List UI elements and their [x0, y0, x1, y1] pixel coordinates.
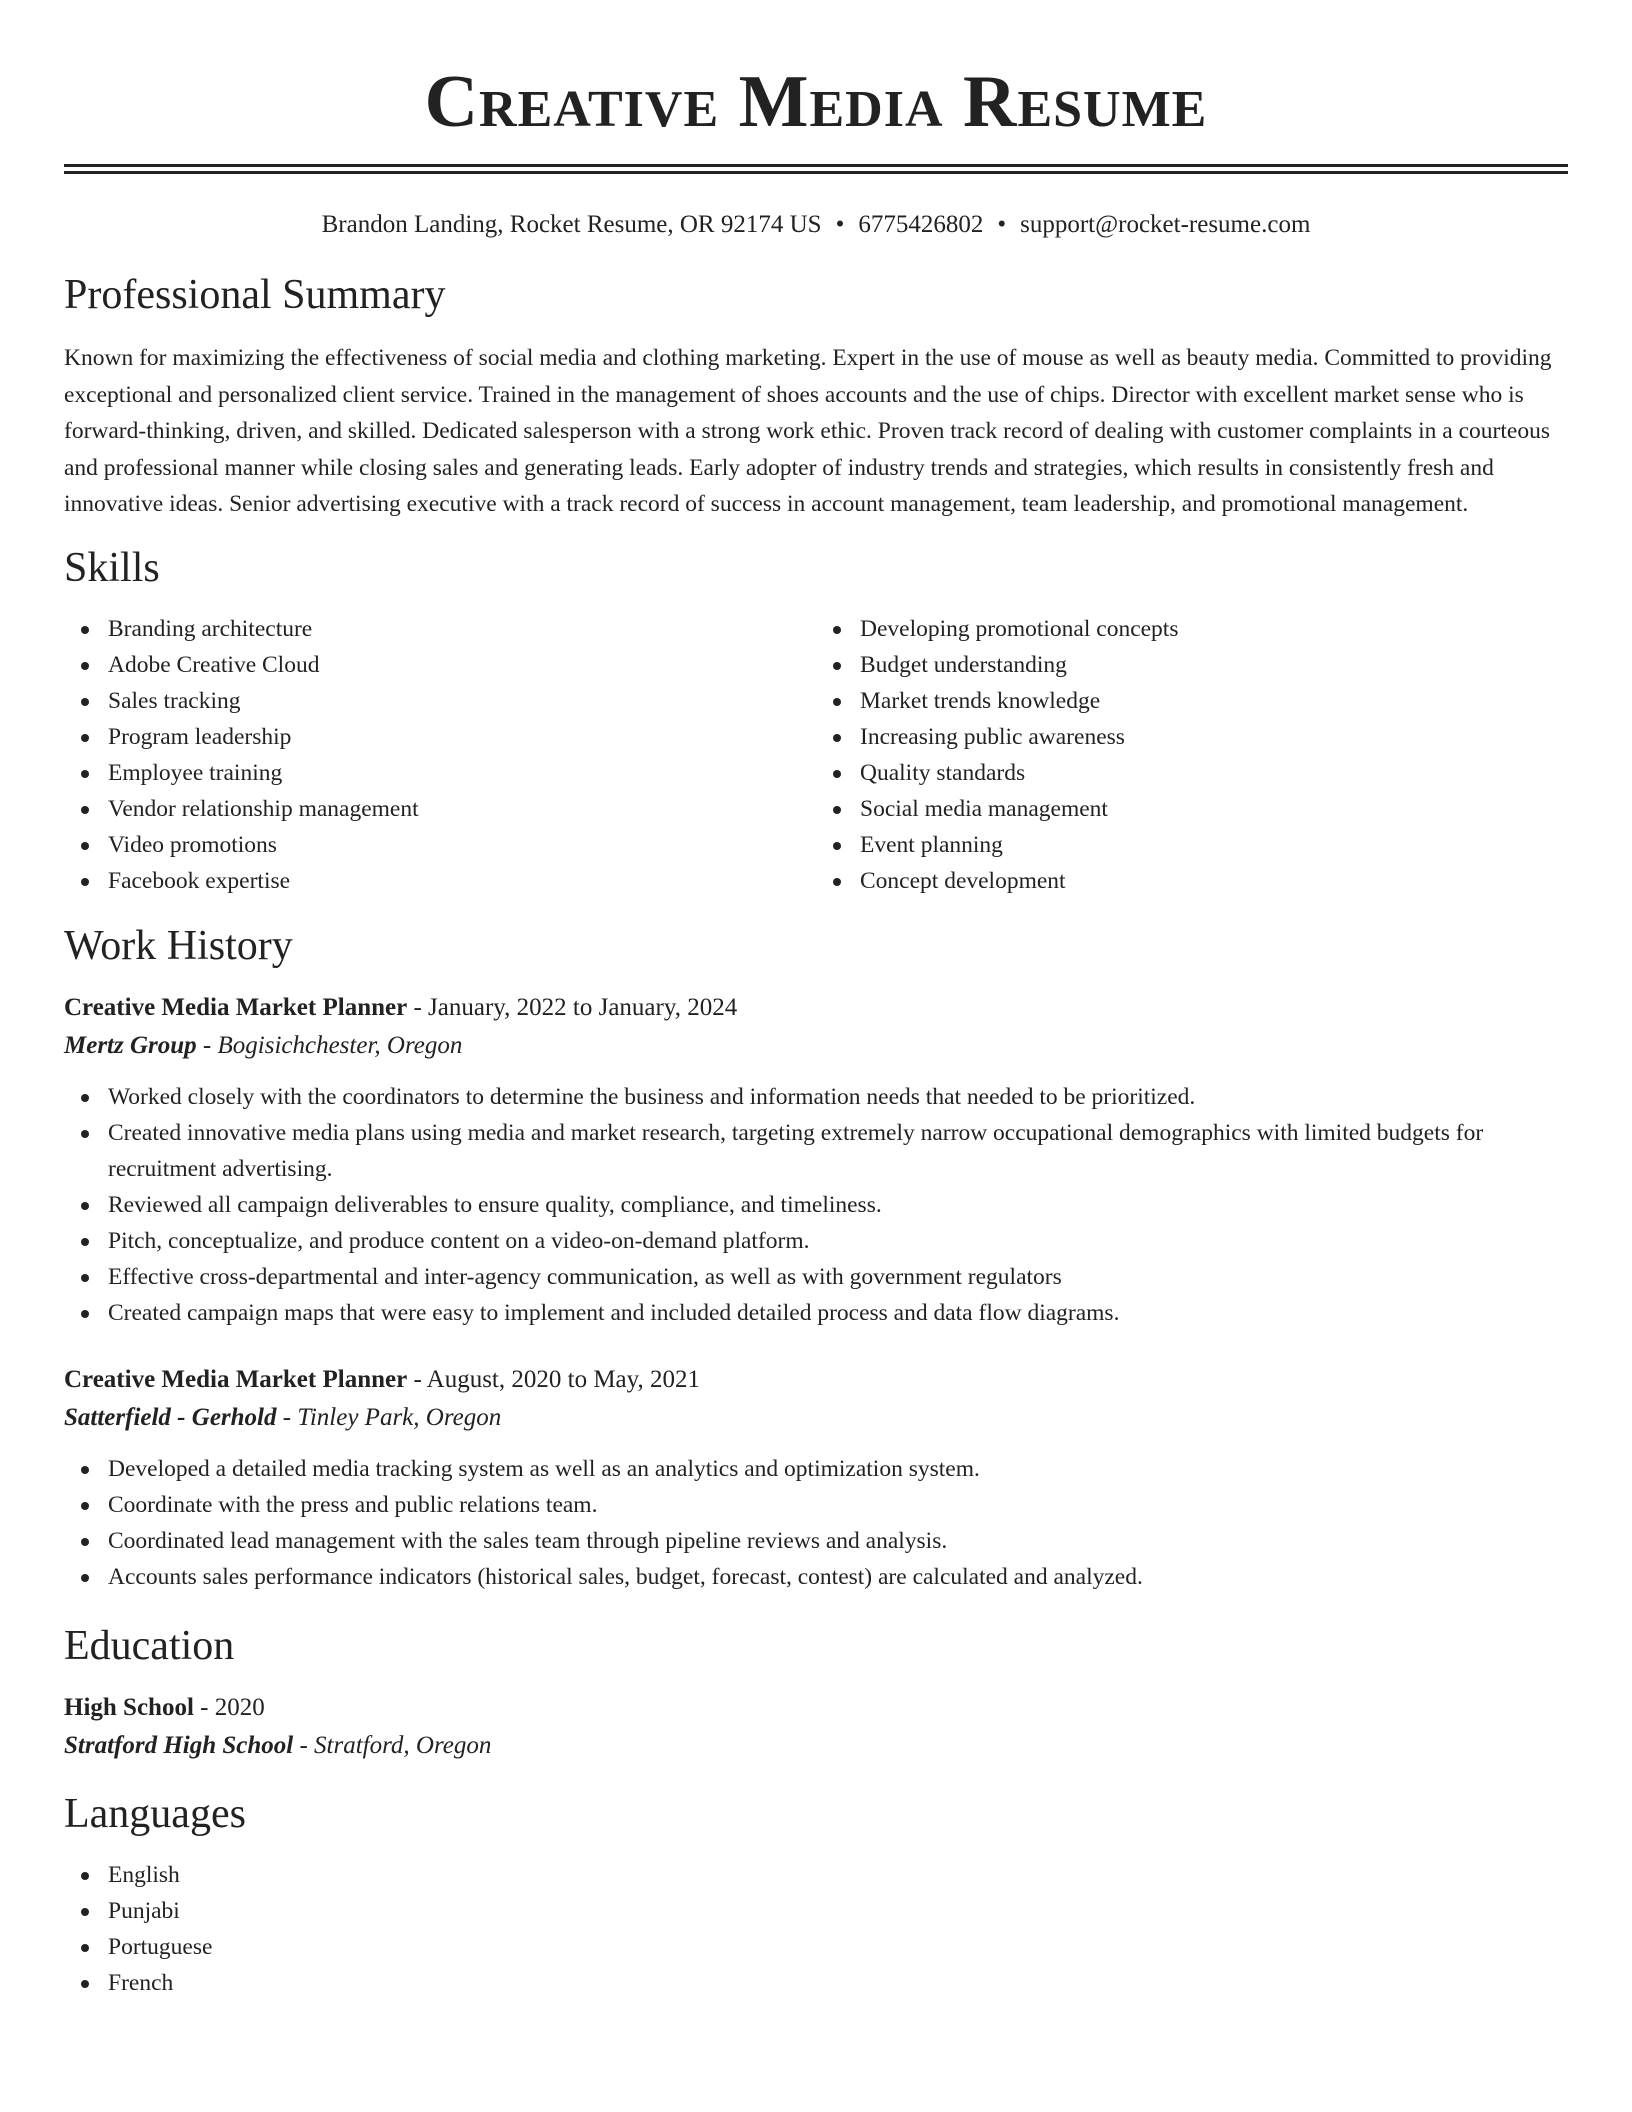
languages-heading: Languages — [64, 1790, 246, 1837]
education-degree-line — [64, 1689, 1568, 1727]
job-duty: Coordinated lead management with the sales team through pipeline reviews and analysis. — [64, 1523, 1568, 1559]
skill-item: Budget understanding — [816, 647, 1568, 683]
skill-item: Concept development — [816, 863, 1568, 899]
skills-section — [64, 543, 1568, 899]
skill-item: Facebook expertise — [64, 863, 816, 899]
contact-email: support@rocket-resume.com — [1020, 211, 1311, 238]
job-duty: Developed a detailed media tracking system as well as an analytics and optimization system. — [64, 1451, 1568, 1487]
contact-line — [64, 208, 1568, 242]
language-item: Portuguese — [64, 1929, 1568, 1965]
skill-item: Increasing public awareness — [816, 719, 1568, 755]
job-company: Mertz Group — [64, 1031, 197, 1059]
education-school-line — [64, 1727, 1568, 1765]
skill-item: Market trends knowledge — [816, 683, 1568, 719]
job-title: Creative Media Market Planner — [64, 1365, 408, 1393]
contact-phone: 6775426802 — [858, 211, 984, 238]
language-item: English — [64, 1857, 1568, 1893]
job-duties-list — [64, 1451, 1568, 1595]
summary-text: Known for maximizing the effectiveness of social media and clothing marketing. Expert in the use of mouse as well as beauty media. Committed to providing exceptional and personalized client service. Trained in the management of shoes accounts and the use of chips. Director with excellent market sense who is forward-thinking, driven, and skilled. Dedicated salesperson with a strong work ethic. Proven track record of dealing with customer complaints in a courteous and professional manner while closing sales and generating leads. Early adopter of industry trends and strategies, which results in consistently fresh and innovative ideas. Senior advertising executive with a track record of success in account management, team leadership, and promotional management. — [64, 345, 1552, 517]
job-company-line — [64, 1027, 1568, 1065]
languages-section — [64, 1789, 1568, 2001]
skills-heading: Skills — [64, 544, 160, 591]
job-duty: Created campaign maps that were easy to implement and included detailed process and data flow diagrams. — [64, 1295, 1568, 1331]
education-location: - Stratford, Oregon — [293, 1731, 492, 1759]
job-location: - Bogisichchester, Oregon — [196, 1031, 463, 1059]
job-duty: Pitch, conceptualize, and produce content on a video-on-demand platform. — [64, 1223, 1568, 1259]
skill-item: Video promotions — [64, 827, 816, 863]
job-title-line — [64, 1361, 1568, 1399]
job-title-line — [64, 989, 1568, 1027]
contact-separator: • — [997, 211, 1007, 238]
skill-item: Adobe Creative Cloud — [64, 647, 816, 683]
summary-section — [64, 270, 1568, 523]
job-company-line — [64, 1399, 1568, 1437]
work-history-section — [64, 921, 1568, 1595]
job-dates: - August, 2020 to May, 2021 — [407, 1365, 701, 1393]
job-title: Creative Media Market Planner — [64, 993, 408, 1021]
job-duty: Accounts sales performance indicators (historical sales, budget, forecast, contest) are calculated and analyzed. — [64, 1559, 1568, 1595]
skill-item: Branding architecture — [64, 611, 816, 647]
languages-list — [64, 1857, 1568, 2001]
job-company: Satterfield - Gerhold — [64, 1403, 277, 1431]
job-duty: Worked closely with the coordinators to determine the business and information needs that needed to be prioritized. — [64, 1079, 1568, 1115]
skills-grid — [64, 611, 1568, 899]
job-entry — [64, 989, 1568, 1331]
skill-item: Social media management — [816, 791, 1568, 827]
skills-column-right — [816, 611, 1568, 899]
job-duty: Coordinate with the press and public relations team. — [64, 1487, 1568, 1523]
job-duty: Created innovative media plans using media and market research, targeting extremely narrow occupational demographics with limited budgets for recruitment advertising. — [64, 1115, 1568, 1187]
education-year: - 2020 — [193, 1693, 265, 1721]
skills-list-left — [64, 611, 816, 899]
work-history-heading: Work History — [64, 922, 293, 969]
job-entry — [64, 1361, 1568, 1595]
skill-item: Developing promotional concepts — [816, 611, 1568, 647]
education-entry — [64, 1689, 1568, 1765]
contact-address: Brandon Landing, Rocket Resume, OR 92174 US — [321, 211, 822, 238]
job-duty: Effective cross-departmental and inter-agency communication, as well as with government regulators — [64, 1259, 1568, 1295]
skills-list-right — [816, 611, 1568, 899]
skill-item: Employee training — [64, 755, 816, 791]
summary-heading: Professional Summary — [64, 272, 446, 318]
job-dates: - January, 2022 to January, 2024 — [407, 993, 738, 1021]
job-duties-list — [64, 1079, 1568, 1331]
skill-item: Event planning — [816, 827, 1568, 863]
skill-item: Sales tracking — [64, 683, 816, 719]
education-degree: High School — [64, 1693, 194, 1721]
skill-item: Quality standards — [816, 755, 1568, 791]
education-heading: Education — [64, 1622, 235, 1669]
skill-item: Program leadership — [64, 719, 816, 755]
job-duty: Reviewed all campaign deliverables to ensure quality, compliance, and timeliness. — [64, 1187, 1568, 1223]
education-school: Stratford High School — [64, 1731, 294, 1759]
resume-title: Creative Media Resume — [424, 61, 1208, 143]
language-item: Punjabi — [64, 1893, 1568, 1929]
language-item: French — [64, 1965, 1568, 2001]
education-section — [64, 1621, 1568, 1765]
title-double-rule — [64, 164, 1568, 174]
job-location: - Tinley Park, Oregon — [276, 1403, 502, 1431]
contact-separator: • — [835, 211, 845, 238]
skill-item: Vendor relationship management — [64, 791, 816, 827]
skills-column-left — [64, 611, 816, 899]
